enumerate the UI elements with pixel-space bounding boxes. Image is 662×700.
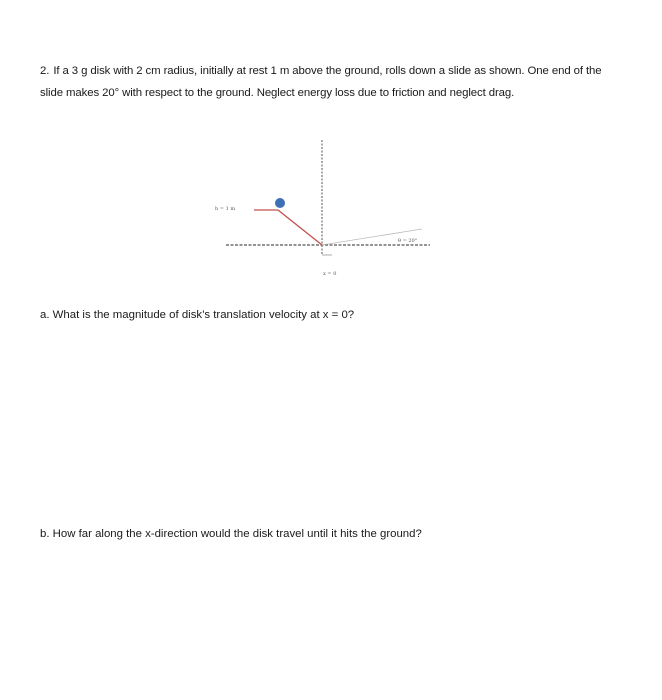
height-label: h = 1 m xyxy=(215,206,236,212)
problem-statement xyxy=(40,60,620,104)
origin-label: x = 0 xyxy=(323,271,337,277)
disk xyxy=(275,198,285,208)
problem-number: 2. xyxy=(40,65,50,77)
question-a: a. What is the magnitude of disk’s translation velocity at x = 0? xyxy=(40,309,355,321)
problem-text: If a 3 g disk with 2 cm radius, initially at rest 1 m above the ground, rolls down a slide as shown. One end of the slide makes 20° with respect to the ground. Neglect energy loss due to friction and neglect drag. xyxy=(40,65,602,99)
question-b: b. How far along the x-direction would the disk travel until it hits the ground? xyxy=(40,528,422,540)
angle-label: θ = 20° xyxy=(398,238,418,244)
slide-diagram xyxy=(190,135,450,285)
slide-track xyxy=(254,210,322,245)
